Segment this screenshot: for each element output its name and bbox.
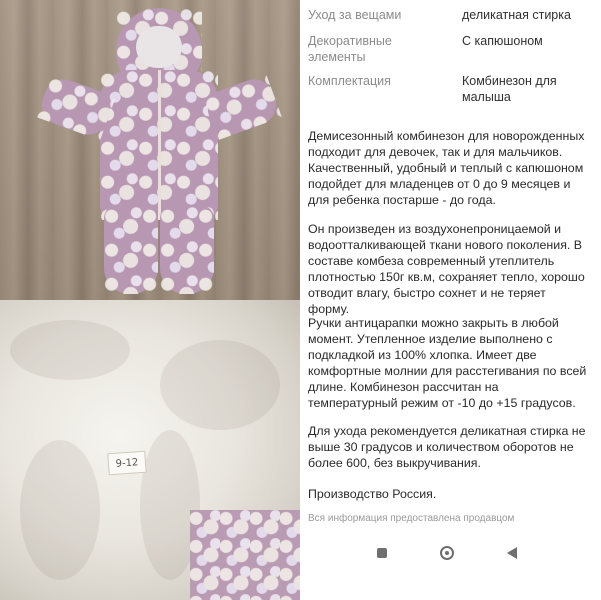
size-label-tag — [107, 451, 146, 476]
home-circle-icon[interactable] — [440, 546, 454, 560]
back-triangle-icon[interactable] — [507, 547, 517, 559]
description-paragraph-2: Он произведен из воздухонепроницаемой и водоотталкивающей ткани нового поколения. В составе комбеза современный утеплитель плотностью 150г кв.м, сохраняет тепло, хорошо отводит влагу, быстро сохнет и не теряет форму. — [308, 222, 585, 316]
description-paragraph-3: Ручки антицарапки можно закрыть в любой момент. Утепленное изделие выполнено с подкладкой из 100% хлопка. Имеет две комфортные молнии для расстегивания по всей длине. Комбинезон рассчитан на температурный режим от -10 до +15 градусов. — [308, 316, 587, 410]
description-paragraph-4: Для ухода рекомендуется деликатная стирка не выше 30 градусов и количеством оборотов не более 600, без выкручивания. — [308, 424, 586, 470]
product-photo-front[interactable] — [0, 0, 300, 300]
suit-right-leg — [160, 206, 214, 294]
product-photo-lining[interactable] — [0, 300, 300, 600]
attribute-key: Комплектация — [308, 74, 391, 88]
recent-apps-square-icon[interactable] — [377, 548, 387, 558]
seller-info-note: Вся информация предоставлена продавцом — [308, 513, 515, 524]
attribute-key: Декоративные элементы — [308, 34, 392, 64]
attribute-value: Комбинезон для малыша — [462, 74, 557, 104]
description-paragraph-1: Демисезонный комбинезон для новорожденных подходит для девочек, так и для мальчиков. Качественный, удобный и теплый с капюшоном подойдет для младенцев от 0 до 9 месяцев и для ребенка постарше - до года. — [308, 129, 585, 207]
attribute-value: С капюшоном — [462, 34, 543, 48]
attribute-key: Уход за вещами — [308, 8, 402, 22]
description-paragraph-5: Производство Россия. — [308, 487, 437, 501]
system-nav-bar — [300, 536, 601, 574]
size-label-text: 9-12 — [115, 456, 139, 470]
fabric-corner — [190, 510, 300, 600]
suit-left-leg — [104, 206, 158, 294]
attribute-value: деликатная стирка — [462, 8, 571, 22]
product-details-panel — [300, 0, 601, 600]
